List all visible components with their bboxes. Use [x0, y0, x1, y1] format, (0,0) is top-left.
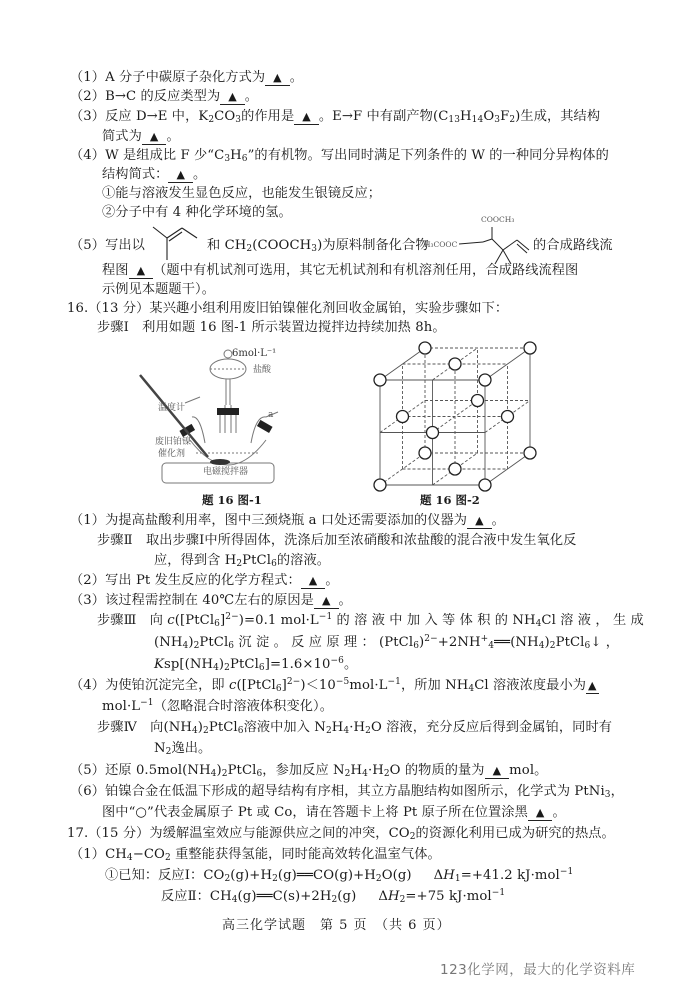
center-joint: [217, 408, 239, 415]
atom-circle[interactable]: [427, 427, 439, 439]
text: 。E→F 中有副产物(C: [318, 109, 449, 124]
subscript: 6: [413, 641, 420, 651]
text: ══(NH: [494, 635, 539, 650]
q16-step2: [97, 532, 576, 550]
q15-condition-1: ①能与溶液发生显色反应，也能发生银镜反应；: [102, 186, 382, 201]
subscript: 3: [311, 244, 318, 254]
subscript: 2: [203, 726, 209, 736]
text: )生成，其结构: [515, 109, 601, 124]
subscript: 6: [237, 726, 244, 736]
text: H: [460, 109, 472, 124]
text: (g)══C(s)+2H: [237, 889, 332, 904]
q15-part3-cont: [102, 128, 180, 146]
atom-circle[interactable]: [374, 374, 386, 386]
subscript: 4: [343, 726, 350, 736]
answer-blank[interactable]: ▲: [314, 594, 339, 609]
text: (NH: [154, 635, 183, 650]
text: 简式为: [102, 129, 142, 144]
lattice-edge: [485, 348, 530, 380]
punct: 。: [289, 70, 304, 85]
question-text: 该过程需控制在 40℃左右的原因是: [105, 593, 314, 608]
q15-part4-cont: [102, 166, 206, 184]
subscript: 3: [224, 154, 231, 164]
text: 。: [344, 657, 358, 672]
text: O 的物质的量为: [389, 763, 485, 778]
subscript: 4: [182, 641, 189, 651]
answer-blank[interactable]: ▲: [301, 574, 326, 589]
label-a: a: [268, 410, 274, 420]
text: sp[(NH: [163, 657, 214, 672]
text: ”的有机物。写出同时满足下列条件的 W 的一种同分异构体的: [247, 148, 609, 163]
text: 图中“○”代表金属原子 Pt 或 Co，请在答题卡上将 Pt 原子所在位置涂黑: [102, 805, 528, 820]
answer-blank[interactable]: ▲: [142, 130, 167, 145]
subscript: 2: [208, 115, 215, 125]
q15-part5-cont2: 示例见本题题干）。: [102, 282, 215, 297]
subscript: 4: [126, 853, 133, 863]
q17-part1: [70, 846, 441, 864]
label-hydrochloric-acid: 盐酸: [253, 365, 272, 375]
subscript: 3: [494, 115, 501, 125]
punct: 。: [552, 805, 566, 820]
atom-circle[interactable]: [419, 342, 431, 354]
answer-blank[interactable]: ▲: [588, 679, 597, 692]
text: 的作用是: [241, 109, 295, 124]
atom-circle[interactable]: [502, 411, 514, 423]
text: 反应Ⅱ：CH: [161, 889, 232, 904]
double-bond-inner: [169, 232, 182, 241]
atom-circle[interactable]: [449, 358, 461, 370]
subscript: 2: [224, 874, 231, 884]
text: 的 溶 液 中 加 入 等 体 积 的 NH: [332, 613, 536, 628]
label-stirrer: 电磁搅拌器: [203, 467, 249, 477]
subscript: 2: [399, 895, 406, 905]
subscript: 14: [471, 115, 484, 125]
delta: Δ: [378, 889, 388, 904]
part-number: （5）: [70, 238, 106, 253]
subscript: 2: [193, 641, 200, 651]
part-number: （1）: [70, 513, 106, 528]
q16-step4: [97, 719, 612, 737]
subscript: 2: [236, 559, 243, 569]
text: 还原 0.5mol(NH: [105, 763, 211, 778]
q16-step4-cont: [154, 740, 211, 758]
superscript: −1: [140, 698, 154, 708]
figure-16-2-caption: 题 16 图-2: [420, 493, 480, 507]
q16-step3-line1: [97, 612, 644, 630]
subscript: 6: [241, 154, 248, 164]
text: 向: [149, 613, 168, 628]
part-number: （3）: [70, 109, 106, 124]
part-number: （3）: [70, 593, 106, 608]
step-label: 步骤Ⅱ: [97, 533, 133, 548]
subscript: 4: [191, 726, 198, 736]
label-catalyst-2: 催化剂: [158, 449, 186, 459]
atom-circle[interactable]: [472, 395, 484, 407]
text: 重整能获得氢能，同时能高效转化温室气体。: [170, 847, 441, 862]
superscript: −5: [335, 677, 350, 687]
punct: 。: [244, 89, 259, 104]
text: H: [331, 720, 344, 735]
question-text: B→C 的反应类型为: [105, 89, 221, 104]
q15-part5-b: [207, 237, 429, 255]
text: W 是组成比 F 少“C: [105, 148, 225, 163]
q16-step1: 步骤Ⅰ 利用如题 16 图-1 所示装置边搅拌边持续加热 8h。: [97, 320, 446, 335]
text: 和 CH: [207, 238, 247, 253]
atom-circle[interactable]: [524, 447, 536, 459]
text: ·H: [349, 720, 366, 735]
bond: [503, 240, 517, 250]
bond: [459, 242, 483, 244]
text: 为使铂沉淀完全，即: [105, 678, 229, 693]
superscript: −6: [330, 656, 344, 666]
question-text: 写出 Pt 发生反应的化学方程式：: [105, 573, 301, 588]
figure-16-1-caption: 题 16 图-1: [202, 493, 262, 507]
q15-part2: [70, 88, 258, 106]
text: H: [230, 148, 242, 163]
q16-header: 16.（13 分）某兴趣小组利用废旧铂镍催化剂回收金属铂，实验步骤如下：: [67, 301, 509, 316]
subscript: 2: [325, 726, 332, 736]
text: N: [154, 741, 166, 756]
part-number: （1）: [70, 847, 106, 862]
bond: [182, 228, 197, 238]
label-catalyst-1: 废旧铂镍: [155, 437, 192, 447]
text: 应，得到含 H: [154, 553, 237, 568]
step-label: 步骤Ⅳ: [97, 720, 137, 735]
page-footer: 高三化学试题 第 5 页 （共 6 页）: [222, 918, 451, 933]
text: ·H: [367, 763, 384, 778]
q15-part3: [70, 108, 600, 126]
subscript: 6: [271, 559, 277, 569]
q16-step3-line3: [154, 656, 357, 674]
step-label: 步骤Ⅲ: [97, 613, 137, 628]
subscript: 2: [375, 874, 382, 884]
part-number: （4）: [70, 678, 106, 693]
subscript: 6: [214, 619, 220, 629]
subscript: 4: [488, 641, 495, 651]
text: ([PtCl: [174, 613, 215, 628]
q17-reaction-2: [161, 888, 505, 906]
text: 溶液中加入 N: [243, 720, 326, 735]
text: ]=1.6×10: [264, 657, 331, 672]
text: (g)+H: [230, 868, 273, 883]
part-number: （6）: [70, 784, 106, 799]
q16-part6: [70, 783, 624, 801]
text: ，所加 NH: [400, 678, 469, 693]
atom-circle[interactable]: [479, 479, 491, 491]
part-number: （4）: [70, 148, 106, 163]
subscript: 6: [256, 769, 263, 779]
punct: 。: [325, 573, 339, 588]
subscript: 2: [383, 769, 390, 779]
subscript: 6: [584, 641, 591, 651]
delta: Δ: [433, 868, 444, 883]
text: ，: [610, 784, 624, 799]
punct: 。: [491, 513, 505, 528]
italic-h: H: [443, 868, 455, 883]
q15-part4: [70, 147, 609, 165]
h3cooc-label: H₃COOC: [424, 240, 458, 249]
subscript: 2: [549, 641, 556, 651]
subscript: 2: [272, 874, 278, 884]
text: mol·L: [102, 699, 141, 714]
text: 结构简式：: [102, 167, 169, 182]
question-text: 为提高盐酸利用率，图中三颈烧瓶 a 口处还需要添加的仪器为: [105, 513, 468, 528]
text: ): [197, 720, 204, 735]
subscript: 13: [448, 115, 461, 125]
atom-circle[interactable]: [374, 479, 386, 491]
punct: 。: [338, 593, 352, 608]
text: ): [419, 635, 425, 650]
text: +2NH: [437, 635, 481, 650]
superscript: 2−: [225, 612, 239, 622]
italic-h: H: [387, 889, 400, 904]
text: 写出以: [105, 238, 145, 253]
enthalpy-value: =+75 kJ·mol: [405, 889, 492, 904]
subscript: 1: [454, 874, 461, 884]
punct: 。: [193, 167, 207, 182]
q16-part2: [70, 572, 339, 590]
answer-blank[interactable]: ▲: [485, 764, 510, 779]
text: H: [350, 763, 363, 778]
atom-circle[interactable]: [524, 342, 536, 354]
italic-c: c: [228, 678, 237, 693]
text: 反应 D→E 中，K: [105, 109, 209, 124]
superscript: 2−: [424, 634, 438, 644]
text: O: [483, 109, 495, 124]
bond: [483, 239, 492, 242]
q16-part6-cont: [102, 804, 566, 822]
text: (g)══CO(g)+H: [277, 868, 376, 883]
q16-part4: [70, 677, 599, 695]
superscript: −1: [387, 677, 401, 687]
q16-part1: [70, 512, 505, 530]
text: PtCl: [199, 635, 229, 650]
answer-blank[interactable]: ▲: [129, 264, 154, 279]
superscript: −1: [559, 867, 574, 877]
cooch3-label: COOCH₃: [481, 215, 515, 224]
text: 向(NH: [150, 720, 192, 735]
label-thermometer: 温度计: [158, 403, 186, 413]
text: 沉 淀 。 反 应 原 理 ： (PtCl: [234, 635, 414, 650]
superscript: 2−: [286, 677, 301, 687]
bond: [153, 227, 167, 238]
question-text: A 分子中碳原子杂化方式为: [105, 70, 266, 85]
subscript: 6: [275, 684, 282, 694]
text: mol·L: [349, 678, 388, 693]
subscript: 3: [235, 115, 242, 125]
text: Cl 溶 液 ， 生 成: [541, 613, 644, 628]
text: )为原料制备化合物: [317, 238, 429, 253]
part-number: （5）: [70, 763, 106, 778]
text: F: [500, 109, 510, 124]
text: ): [218, 657, 225, 672]
subscript: 2: [331, 895, 338, 905]
text: CO: [214, 109, 236, 124]
text: (COOCH: [252, 238, 312, 253]
atom-circle[interactable]: [397, 411, 409, 423]
q16-step2-cont: [154, 552, 330, 570]
text: 逸出。: [171, 741, 212, 756]
bond: [492, 239, 503, 250]
subscript: 4: [535, 619, 542, 629]
answer-blank[interactable]: ▲: [528, 806, 553, 821]
text: ]: [220, 613, 226, 628]
q15-part1: [70, 69, 303, 87]
q15-part5-c: 的合成路线流: [533, 238, 613, 253]
atom-circle[interactable]: [419, 447, 431, 459]
text: O 溶液，充分反应后得到金属铂，同时有: [370, 720, 613, 735]
text: ]: [281, 678, 287, 693]
answer-blank[interactable]: ▲: [220, 90, 245, 105]
text: ↓ ，: [590, 635, 620, 650]
subscript: 2: [409, 832, 416, 842]
answer-blank[interactable]: ▲: [294, 110, 319, 125]
subscript: 2: [224, 663, 230, 673]
text: (g): [337, 889, 357, 904]
subscript: 4: [538, 641, 545, 651]
text: PtCl: [230, 657, 259, 672]
superscript: +: [480, 634, 489, 644]
text: −CO: [132, 847, 165, 862]
part-number: （1）: [70, 70, 106, 85]
label-acid-concentration: 6mol·L⁻¹: [232, 348, 277, 359]
text: PtCl: [242, 553, 272, 568]
text: 程图: [102, 263, 129, 278]
text: ): [544, 635, 550, 650]
text: ): [188, 635, 194, 650]
text: ，参加反应 N: [262, 763, 345, 778]
subscript: 2: [221, 769, 228, 779]
subscript: 2: [164, 853, 171, 863]
subscript: 4: [231, 895, 238, 905]
atom-circle[interactable]: [479, 374, 491, 386]
subscript: 2: [165, 747, 172, 757]
italic-k: K: [154, 657, 164, 672]
text: PtCl: [555, 635, 585, 650]
text: O(g): [381, 868, 412, 883]
watermark: 123化学网，最大的化学资料库: [440, 962, 636, 978]
q16-part4-cont: [102, 698, 333, 716]
text: )=0.1 mol·L: [238, 613, 319, 628]
text: ([PtCl: [236, 678, 276, 693]
text: PtCl: [208, 720, 238, 735]
text: CH: [105, 847, 127, 862]
subscript: 6: [258, 663, 265, 673]
part-number: （2）: [70, 573, 106, 588]
q16-part5: [70, 762, 547, 780]
punct: 。: [166, 129, 180, 144]
answer-blank[interactable]: ▲: [168, 168, 193, 183]
crystal-cell-figure: [370, 345, 530, 485]
flask-right-neck: [251, 417, 266, 443]
q15-part5-cont1: [102, 262, 578, 280]
q16-part3: [70, 592, 352, 610]
subscript: 4: [213, 663, 219, 673]
text: 取出步骤Ⅰ中所得固体，洗涤后加至浓硝酸和浓盐酸的混合液中发生氧化反: [145, 533, 577, 548]
text: ①已知：反应Ⅰ：CO: [105, 868, 225, 883]
subscript: 4: [468, 684, 475, 694]
subscript: 2: [246, 244, 253, 254]
subscript: 6: [228, 641, 235, 651]
part-number: （2）: [70, 89, 106, 104]
enthalpy-value: =+41.2 kJ·mol: [460, 868, 560, 883]
subscript: 2: [344, 769, 351, 779]
q17-reaction-1: [105, 867, 573, 885]
text: （忽略混合时溶液体积变化）。: [153, 699, 334, 714]
text: （题中有机试剂可选用，其它无机试剂和有机溶剂任用，合成路线流程图: [153, 263, 579, 278]
q15-condition-2: ②分子中有 4 种化学环境的氢。: [102, 205, 292, 220]
subscript: 2: [365, 726, 371, 736]
funnel-stopper: [224, 350, 232, 358]
subscript: 2: [509, 115, 516, 125]
text: 17.（15 分）为缓解温室效应与能源供应之间的冲突，CO: [67, 826, 410, 841]
text: 铂镍合金在低温下形成的超导结构有序相，其立方晶胞结构如图所示，化学式为 PtNi: [105, 784, 605, 799]
atom-circle[interactable]: [449, 463, 461, 475]
right-joint: [257, 420, 273, 433]
subscript: 3: [604, 790, 611, 800]
subscript: 4: [210, 769, 217, 779]
text: PtCl: [227, 763, 257, 778]
text: 的溶液。: [276, 553, 331, 568]
text: mol。: [509, 763, 548, 778]
subscript: 4: [362, 769, 368, 779]
italic-c: c: [167, 613, 175, 628]
superscript: −1: [318, 612, 333, 622]
double-bond-inner: [517, 244, 527, 253]
text: )＜10: [300, 678, 336, 693]
superscript: −1: [491, 888, 506, 898]
text: ): [216, 763, 222, 778]
text: 的资源化利用已成为研究的热点。: [415, 826, 615, 841]
answer-blank[interactable]: ▲: [467, 514, 492, 529]
q17-header: [67, 825, 615, 843]
answer-blank[interactable]: ▲: [265, 71, 290, 86]
q15-part5-a: [70, 237, 145, 255]
text: Cl 溶液浓度最小为: [474, 678, 587, 693]
q16-step3-line2: [154, 634, 619, 652]
